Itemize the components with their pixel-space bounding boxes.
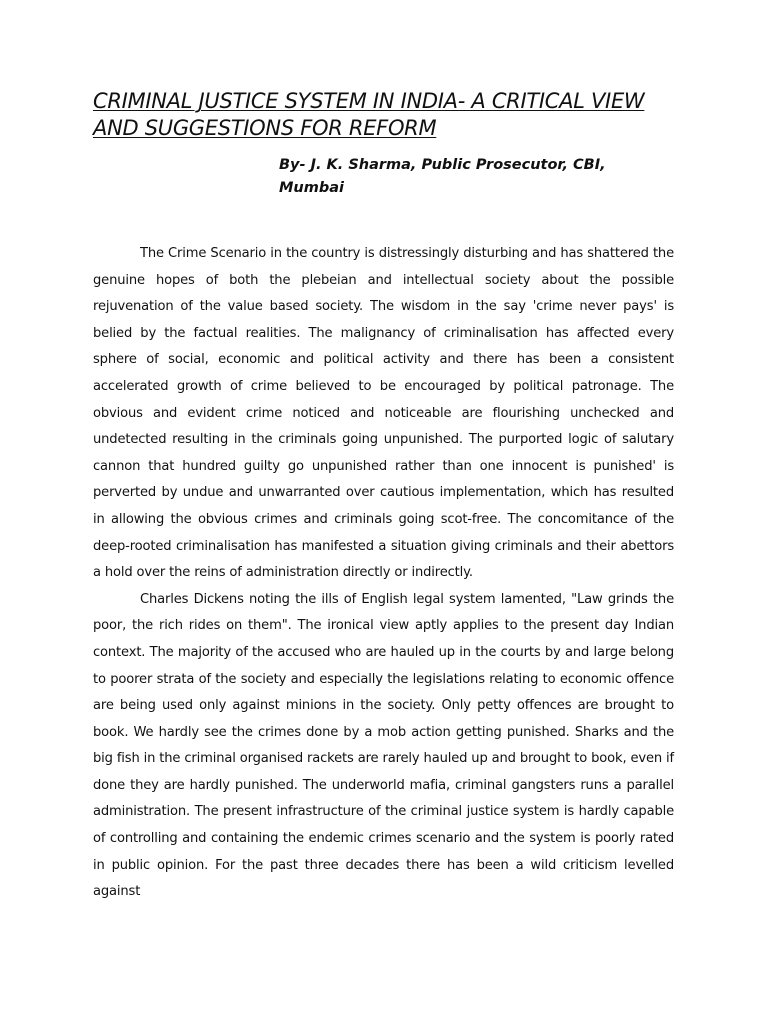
document-body (93, 241, 674, 906)
author-byline (279, 154, 659, 200)
byline-line-1: By- J. K. Sharma, Public Prosecutor, CBI, (279, 157, 606, 173)
paragraph-2: Charles Dickens noting the ills of English legal system lamented, "Law grinds the poor, the rich rides on them". The ironical view aptly applies to the present day Indian context. The majority of the accused who are hauled up in the courts by and large belong to poorer strata of the society and especially the legislations relating to economic offence are being used only against minions in the society. Only petty offences are brought to book. We hardly see the crimes done by a mob action getting punished. Sharks and the big fish in the criminal organised rackets are rarely hauled up and brought to book, even if done they are hardly punished. The underworld mafia, criminal gangsters runs a parallel administration. The present infrastructure of the criminal justice system is hardly capable of controlling and containing the endemic crimes scenario and the system is poorly rated in public opinion. For the past three decades there has been a wild criticism levelled against (93, 591, 674, 900)
byline-line-2: Mumbai (279, 180, 344, 196)
paragraph-1: The Crime Scenario in the country is distressingly disturbing and has shattered the genuine hopes of both the plebeian and intellectual society about the possible rejuvenation of the value based society. The wisdom in the say 'crime never pays' is belied by the factual realities. The malignancy of criminalisation has affected every sphere of social, economic and political activity and there has been a consistent accelerated growth of crime believed to be encouraged by political patronage. The obvious and evident crime noticed and noticeable are flourishing unchecked and undetected resulting in the criminals going unpunished. The purported logic of salutary cannon that hundred guilty go unpunished rather than one innocent is punished' is perverted by undue and unwarranted over cautious implementation, which has resulted in allowing the obvious crimes and criminals going scot-free. The concomitance of the deep-rooted criminalisation has manifested a situation giving criminals and their abettors a hold over the reins of administration directly or indirectly. (93, 246, 674, 581)
document-title: CRIMINAL JUSTICE SYSTEM IN INDIA- A CRITICAL VIEW AND SUGGESTIONS FOR REFORM (93, 89, 645, 140)
